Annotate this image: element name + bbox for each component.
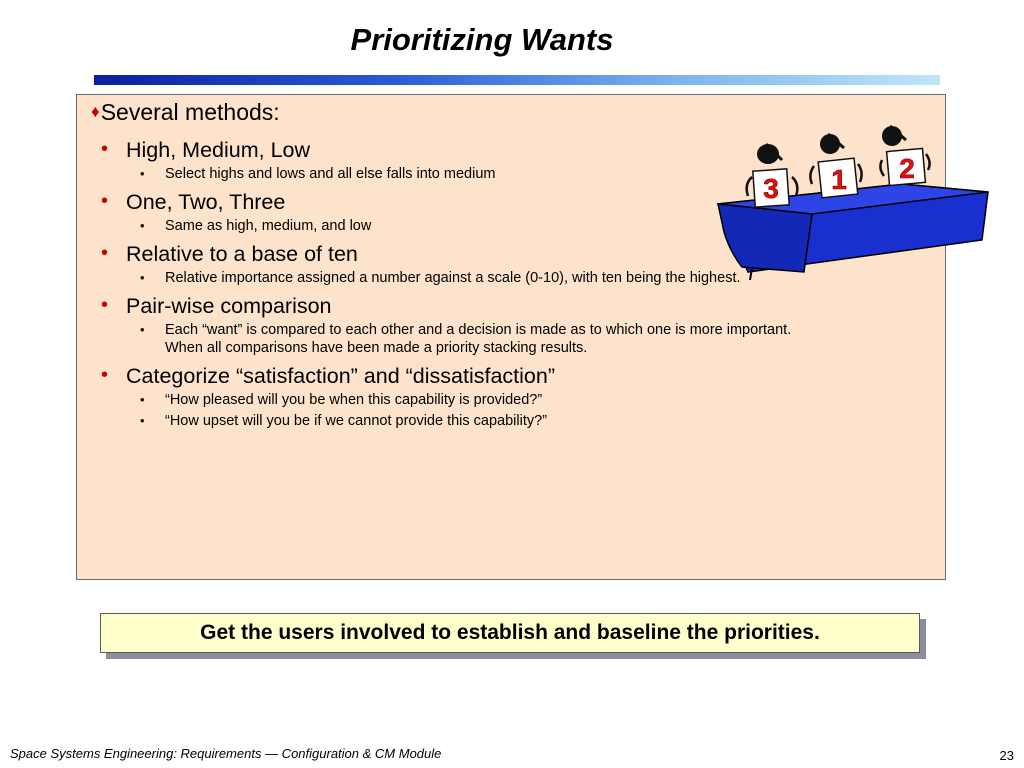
score-card-number: 2	[899, 153, 915, 184]
title-underline-bar	[94, 75, 940, 85]
method-detail	[99, 391, 929, 409]
detail-text: Relative importance assigned a number against a scale (0-10), with ten being the highest.	[165, 270, 741, 286]
method-label: One, Two, Three	[126, 190, 286, 214]
detail-text: Select highs and lows and all else falls into medium	[165, 166, 496, 182]
method-label: Pair-wise comparison	[126, 294, 332, 318]
detail-text: When all comparisons have been made a priority stacking results.	[165, 340, 588, 356]
detail-text: Each “want” is compared to each other and a decision is made as to which one is more important.	[165, 322, 792, 338]
intro-line	[91, 99, 280, 126]
footer-course-title: Space Systems Engineering: Requirements — Configuration & CM Module	[10, 746, 442, 761]
detail-text: Same as high, medium, and low	[165, 218, 372, 234]
method-detail	[99, 321, 929, 357]
method-label: Categorize “satisfaction” and “dissatisfaction”	[126, 364, 555, 388]
detail-text: “How pleased will you be when this capability is provided?”	[165, 392, 543, 408]
method-item	[99, 363, 929, 430]
sub-bullet-icon: •	[140, 322, 145, 337]
diamond-bullet-icon: ♦	[91, 102, 100, 121]
bullet-icon: •	[101, 364, 109, 386]
judges-panel-icon	[712, 122, 992, 292]
bullet-icon: •	[101, 190, 109, 212]
method-label: High, Medium, Low	[126, 138, 311, 162]
detail-text: “How upset will you be if we cannot provide this capability?”	[165, 413, 548, 429]
callout-text: Get the users involved to establish and baseline the priorities.	[200, 621, 820, 644]
sub-bullet-icon: •	[140, 218, 145, 233]
score-card-number: 1	[831, 164, 847, 195]
method-details	[99, 321, 929, 357]
sub-bullet-icon: •	[140, 392, 145, 407]
sub-bullet-icon: •	[140, 413, 145, 428]
method-label: Relative to a base of ten	[126, 242, 358, 266]
bullet-icon: •	[101, 242, 109, 264]
score-card-number: 3	[763, 173, 779, 204]
bullet-icon: •	[101, 138, 109, 160]
method-details	[99, 391, 929, 430]
page-number: 23	[999, 748, 1014, 763]
method-row	[99, 293, 929, 319]
callout-box	[100, 613, 920, 653]
method-detail	[99, 412, 929, 430]
slide-title: Prioritizing Wants	[350, 22, 614, 57]
sub-bullet-icon: •	[140, 270, 145, 285]
bullet-icon: •	[101, 294, 109, 316]
method-item	[99, 293, 929, 357]
method-row	[99, 363, 929, 389]
intro-text: Several methods:	[100, 99, 280, 125]
sub-bullet-icon: •	[140, 166, 145, 181]
